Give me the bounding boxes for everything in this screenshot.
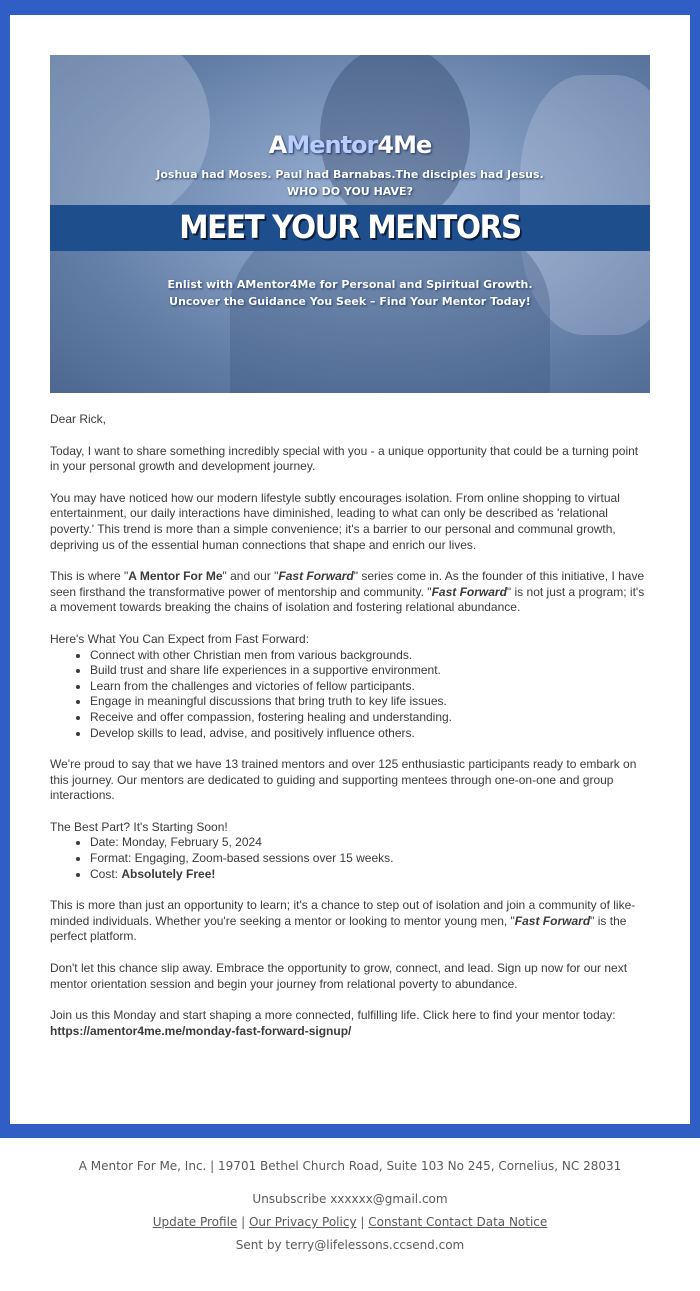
sent-by: Sent by terry@lifelessons.ccsend.com xyxy=(235,1238,465,1252)
hero-question: WHO DO YOU HAVE? xyxy=(287,185,413,198)
program-paragraph: This is where "A Mentor For Me" and our "Fast Forward" series come in. As the founder of this initiative, I have seen firsthand the transformative power of mentorship and community. "Fast Forward" is not just a program; it's a movement towards breaking the chains of isolation and fostering relational abundance. xyxy=(50,569,645,615)
hero-title: MEET YOUR MENTORS xyxy=(179,208,521,246)
footer-links: Update Profile | Our Privacy Policy | Constant Contact Data Notice xyxy=(152,1215,548,1229)
company-address: A Mentor For Me, Inc. | 19701 Bethel Church Road, Suite 103 No 245, Cornelius, NC 28031 xyxy=(78,1159,622,1173)
greeting: Dear Rick, xyxy=(50,412,107,426)
email-footer xyxy=(0,1138,700,1291)
list-item: • Engage in meaningful discussions that bring truth to key life issues. xyxy=(90,694,650,710)
list-item: • Build trust and share life experiences in a supportive environment. xyxy=(90,663,650,679)
email-body xyxy=(50,412,650,1055)
hero-subtitle-2: Uncover the Guidance You Seek – Find Your Mentor Today! xyxy=(169,295,531,308)
mentors-paragraph: We're proud to say that we have 13 trained mentors and over 125 enthusiastic participants ready to embark on this journey. Our mentors are dedicated to guiding and supporting mentees through one-on-one and group interactions. xyxy=(50,757,637,803)
details-list xyxy=(50,835,650,882)
hero-banner-image[interactable] xyxy=(50,55,650,393)
brand-logo: AMentor4Me xyxy=(268,131,432,159)
hero-subtitle: Enlist with AMentor4Me for Personal and Spiritual Growth. xyxy=(167,278,533,291)
list-item: • Cost: Absolutely Free! xyxy=(90,867,650,883)
list-item: • Develop skills to lead, advise, and positively influence others. xyxy=(90,726,650,742)
intro-paragraph: Today, I want to share something incredibly special with you - a unique opportunity that could be a turning point in your personal growth and development journey. xyxy=(50,443,639,474)
expect-list xyxy=(50,648,650,742)
isolation-paragraph: You may have noticed how our modern lifestyle subtly encourages isolation. From online shopping to virtual entertainment, our daily interactions have diminished, leading to what can only be described as 'relational poverty.' This trend is more than a simple convenience; it's a barrier to our personal and communal growth, depriving us of the essential human connections that shape and enrich our lives. xyxy=(50,490,620,552)
community-paragraph: This is more than just an opportunity to learn; it's a chance to step out of isolation and join a community of like-minded individuals. Whether you're seeking a mentor or looking to mentor young men, "Fast Forward" is the perfect platform. xyxy=(50,898,636,944)
list-item: • Connect with other Christian men from various backgrounds. xyxy=(90,648,650,664)
list-item: • Date: Monday, February 5, 2024 xyxy=(90,835,650,851)
best-part-heading: The Best Part? It's Starting Soon! xyxy=(50,819,228,834)
hero-tagline: Joshua had Moses. Paul had Barnabas.The disciples had Jesus. xyxy=(156,168,544,181)
data-notice-link[interactable]: Constant Contact Data Notice xyxy=(368,1215,548,1229)
call-to-action-paragraph: Don't let this chance slip away. Embrace the opportunity to grow, connect, and lead. Sign up now for our next mentor orientation session and begin your journey from relational poverty to abundance. xyxy=(50,961,628,991)
list-item: • Receive and offer compassion, fostering healing and understanding. xyxy=(90,710,650,726)
expect-heading: Here's What You Can Expect from Fast Forward: xyxy=(50,631,310,646)
signup-link[interactable]: https://amentor4me.me/monday-fast-forward-signup/ xyxy=(50,1023,352,1038)
update-profile-link[interactable]: Update Profile xyxy=(152,1215,238,1229)
list-item: • Learn from the challenges and victories of fellow participants. xyxy=(90,679,650,695)
privacy-policy-link[interactable]: Our Privacy Policy xyxy=(248,1215,357,1229)
list-item: • Format: Engaging, Zoom-based sessions over 15 weeks. xyxy=(90,851,650,867)
signup-paragraph: Join us this Monday and start shaping a more connected, fulfilling life. Click here to find your mentor today: https://amentor4me.me/monday-fast-forward-signup/ xyxy=(50,1008,616,1038)
unsubscribe-link[interactable]: Unsubscribe xxxxxx@gmail.com xyxy=(252,1192,448,1206)
